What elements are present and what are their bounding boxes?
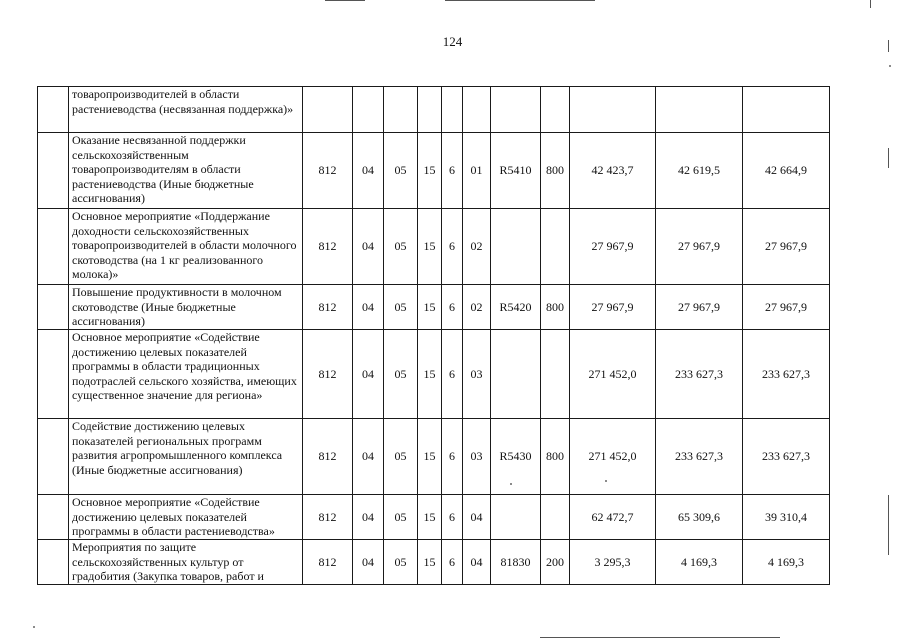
cell-sum-2018: 42 423,7 [570, 133, 656, 209]
table-row [38, 495, 830, 540]
cell-sum-2018: 62 472,7 [570, 495, 656, 540]
cell-direction: R5410 [491, 133, 541, 209]
cell-main-event: 03 [463, 419, 491, 495]
cell-ministry: 812 [303, 419, 353, 495]
cell-sum-2020: 42 664,9 [743, 133, 830, 209]
row-number-cell [38, 285, 69, 330]
cell-program [418, 87, 442, 133]
cell-ministry: 812 [303, 495, 353, 540]
cell-sum-2020 [743, 87, 830, 133]
table-row [38, 285, 830, 330]
cell-ministry: 812 [303, 133, 353, 209]
cell-expense-type [541, 495, 570, 540]
cell-sum-2020: 27 967,9 [743, 285, 830, 330]
cell-subsection: 05 [384, 495, 418, 540]
cell-expense-type: 200 [541, 540, 570, 585]
cell-section: 04 [353, 285, 384, 330]
cell-sum-2020: 233 627,3 [743, 419, 830, 495]
scan-mark [888, 148, 889, 168]
cell-sum-2018 [570, 87, 656, 133]
cell-subprogram: 6 [442, 419, 463, 495]
cell-direction: 81830 [491, 540, 541, 585]
cell-direction [491, 330, 541, 419]
table-row [38, 540, 830, 585]
cell-sum-2019: 233 627,3 [656, 419, 743, 495]
cell-name: Оказание несвязанной поддержки сельскохозяйственным товаропроизводителям в области растениеводства (Иные бюджетные ассигнования) [69, 133, 303, 209]
row-number-cell [38, 419, 69, 495]
cell-program: 15 [418, 540, 442, 585]
cell-sum-2018: 271 452,0 [570, 330, 656, 419]
row-number-cell [38, 209, 69, 285]
cell-expense-type: 800 [541, 285, 570, 330]
scan-mark [540, 637, 780, 638]
budget-table [37, 86, 830, 585]
cell-direction [491, 87, 541, 133]
cell-expense-type [541, 87, 570, 133]
cell-sum-2019 [656, 87, 743, 133]
cell-sum-2019: 65 309,6 [656, 495, 743, 540]
cell-section: 04 [353, 540, 384, 585]
cell-name: товаропроизводителей в области растениеводства (несвязанная поддержка)» [69, 87, 303, 133]
cell-name: Мероприятия по защите сельскохозяйственных культур от градобития (Закупка товаров, работ и [69, 540, 303, 585]
cell-ministry: 812 [303, 209, 353, 285]
cell-subsection: 05 [384, 419, 418, 495]
cell-subprogram: 6 [442, 330, 463, 419]
cell-expense-type: 800 [541, 419, 570, 495]
table-row [38, 209, 830, 285]
cell-main-event: 01 [463, 133, 491, 209]
scan-speck [605, 480, 607, 482]
cell-subprogram [442, 87, 463, 133]
page-number: 124 [442, 34, 463, 49]
cell-direction: R5420 [491, 285, 541, 330]
cell-direction [491, 495, 541, 540]
cell-section: 04 [353, 133, 384, 209]
cell-sum-2019: 233 627,3 [656, 330, 743, 419]
scan-mark [870, 0, 871, 8]
cell-direction: R5430 [491, 419, 541, 495]
cell-expense-type [541, 330, 570, 419]
cell-subprogram: 6 [442, 209, 463, 285]
cell-program: 15 [418, 330, 442, 419]
cell-sum-2020: 4 169,3 [743, 540, 830, 585]
cell-subprogram: 6 [442, 495, 463, 540]
cell-sum-2019: 27 967,9 [656, 209, 743, 285]
row-number-cell [38, 330, 69, 419]
row-number-cell [38, 495, 69, 540]
cell-name: Основное мероприятие «Содействие достижению целевых показателей программы в области традиционных подотраслей сельского хозяйства, имеющих существенное значение для региона» [69, 330, 303, 419]
cell-name: Основное мероприятие «Содействие достижению целевых показателей программы в области растениеводства» [69, 495, 303, 540]
cell-sum-2020: 233 627,3 [743, 330, 830, 419]
cell-sum-2020: 27 967,9 [743, 209, 830, 285]
row-number-cell [38, 87, 69, 133]
cell-section: 04 [353, 495, 384, 540]
row-number-cell [38, 133, 69, 209]
scan-speck [889, 65, 891, 67]
cell-program: 15 [418, 285, 442, 330]
cell-name: Основное мероприятие «Поддержание доходности сельскохозяйственных товаропроизводителей в области молочного скотоводства (на 1 кг реализованного молока)» [69, 209, 303, 285]
cell-ministry: 812 [303, 540, 353, 585]
cell-name: Содействие достижению целевых показателей региональных программ развития агропромышленного комплекса (Иные бюджетные ассигнования) [69, 419, 303, 495]
cell-main-event: 04 [463, 540, 491, 585]
cell-name: Повышение продуктивности в молочном скотоводстве (Иные бюджетные ассигнования) [69, 285, 303, 330]
cell-expense-type [541, 209, 570, 285]
cell-sum-2018: 27 967,9 [570, 209, 656, 285]
cell-ministry: 812 [303, 330, 353, 419]
cell-sum-2019: 42 619,5 [656, 133, 743, 209]
scan-mark [325, 0, 365, 1]
cell-sum-2019: 27 967,9 [656, 285, 743, 330]
cell-subsection [384, 87, 418, 133]
cell-sum-2018: 271 452,0 [570, 419, 656, 495]
cell-ministry [303, 87, 353, 133]
cell-direction [491, 209, 541, 285]
scan-mark [888, 40, 889, 52]
table-row [38, 133, 830, 209]
cell-program: 15 [418, 419, 442, 495]
cell-main-event [463, 87, 491, 133]
cell-subsection: 05 [384, 285, 418, 330]
scan-speck [510, 483, 512, 485]
cell-main-event: 02 [463, 209, 491, 285]
cell-main-event: 02 [463, 285, 491, 330]
scan-mark [445, 0, 595, 1]
table-row [38, 419, 830, 495]
cell-subprogram: 6 [442, 133, 463, 209]
cell-ministry: 812 [303, 285, 353, 330]
cell-program: 15 [418, 133, 442, 209]
cell-section: 04 [353, 330, 384, 419]
cell-subsection: 05 [384, 133, 418, 209]
cell-main-event: 03 [463, 330, 491, 419]
cell-subprogram: 6 [442, 540, 463, 585]
table-row [38, 87, 830, 133]
cell-section: 04 [353, 209, 384, 285]
cell-section [353, 87, 384, 133]
cell-subprogram: 6 [442, 285, 463, 330]
cell-program: 15 [418, 209, 442, 285]
cell-sum-2019: 4 169,3 [656, 540, 743, 585]
cell-subsection: 05 [384, 209, 418, 285]
cell-section: 04 [353, 419, 384, 495]
cell-program: 15 [418, 495, 442, 540]
scan-speck [33, 626, 35, 628]
row-number-cell [38, 540, 69, 585]
table-row [38, 330, 830, 419]
cell-subsection: 05 [384, 540, 418, 585]
cell-subsection: 05 [384, 330, 418, 419]
cell-sum-2020: 39 310,4 [743, 495, 830, 540]
cell-main-event: 04 [463, 495, 491, 540]
cell-expense-type: 800 [541, 133, 570, 209]
cell-sum-2018: 3 295,3 [570, 540, 656, 585]
cell-sum-2018: 27 967,9 [570, 285, 656, 330]
scan-mark [888, 495, 889, 555]
